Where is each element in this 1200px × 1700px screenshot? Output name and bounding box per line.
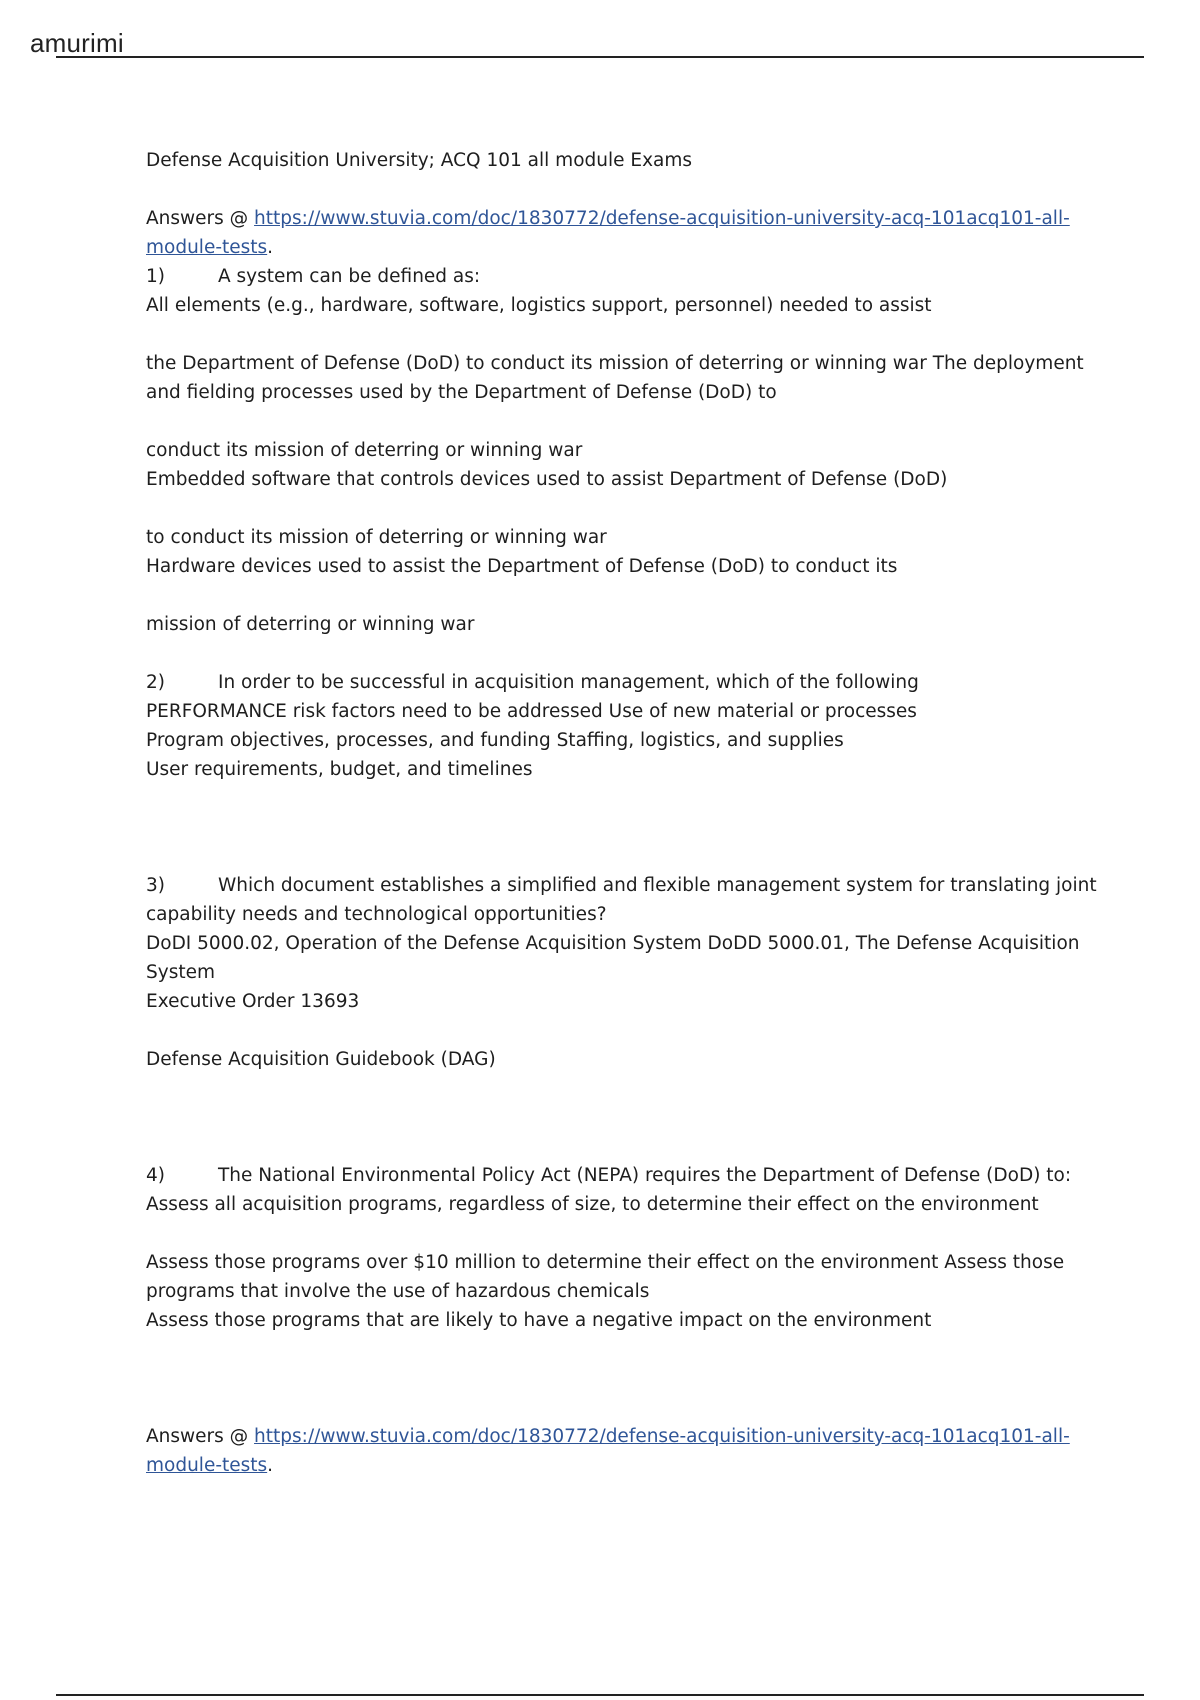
answer-line: Assess all acquisition programs, regardless of size, to determine their effect on the environment [146,1194,1039,1215]
answers-line-footer [146,1422,1086,1451]
answers-suffix: . [267,1455,274,1476]
answer-line: Hardware devices used to assist the Department of Defense (DoD) to conduct its [146,556,898,577]
answer-line: All elements (e.g., hardware, software, logistics support, personnel) needed to assist [146,295,932,316]
question-4 [146,1161,1086,1190]
document-title: Defense Acquisition University; ACQ 101 all module Exams [146,150,693,171]
question-text: The National Environmental Policy Act (NEPA) requires the Department of Defense (DoD) to: [218,1165,1072,1186]
answer-line: Executive Order 13693 [146,991,360,1012]
answer-line: Embedded software that controls devices used to assist Department of Defense (DoD) [146,469,948,490]
answers-line-cont [146,233,1086,262]
answer-line: the Department of Defense (DoD) to conduct its mission of deterring or winning war The deployment [146,353,1084,374]
answers-link[interactable]: https://www.stuvia.com/doc/1830772/defense-acquisition-university-acq-101acq101-all- [254,208,1070,229]
answer-line: mission of deterring or winning war [146,614,475,635]
question-3 [146,871,1097,900]
answer-line: capability needs and technological opportunities? [146,904,607,925]
answer-line: Defense Acquisition Guidebook (DAG) [146,1049,496,1070]
answer-line: PERFORMANCE risk factors need to be addressed Use of new material or processes [146,701,917,722]
header-divider [56,56,1144,58]
answers-prefix: Answers @ [146,208,255,229]
answer-line: Program objectives, processes, and funding Staffing, logistics, and supplies [146,730,844,751]
question-text: In order to be successful in acquisition management, which of the following [218,672,919,693]
answer-line: to conduct its mission of deterring or winning war [146,527,607,548]
answers-link-cont[interactable]: module-tests [146,237,268,258]
question-text: A system can be defined as: [218,266,481,287]
question-text: Which document establishes a simplified and flexible management system for translating joint [218,875,1097,896]
answers-line-footer-cont [146,1451,1086,1480]
question-1 [146,262,1086,291]
answers-link[interactable]: https://www.stuvia.com/doc/1830772/defense-acquisition-university-acq-101acq101-all- [254,1426,1070,1447]
answers-prefix: Answers @ [146,1426,255,1447]
answer-line: DoDI 5000.02, Operation of the Defense Acquisition System DoDD 5000.01, The Defense Acquisition [146,933,1080,954]
question-2 [146,668,1086,697]
answer-line: User requirements, budget, and timelines [146,759,533,780]
answer-line: System [146,962,215,983]
answer-line: Assess those programs over $10 million to determine their effect on the environment Assess those [146,1252,1065,1273]
question-number: 1) [146,266,165,287]
question-number: 3) [146,875,165,896]
document-author: amurimi [30,28,124,58]
answers-line [146,204,1086,233]
answer-line: conduct its mission of deterring or winning war [146,440,583,461]
answer-line: and fielding processes used by the Department of Defense (DoD) to [146,382,777,403]
answer-line: Assess those programs that are likely to have a negative impact on the environment [146,1310,932,1331]
answer-line: programs that involve the use of hazardous chemicals [146,1281,650,1302]
footer-divider [56,1694,1144,1696]
question-number: 2) [146,672,165,693]
answers-suffix: . [267,237,274,258]
question-number: 4) [146,1165,165,1186]
document-body [146,146,1097,1480]
answers-link-cont[interactable]: module-tests [146,1455,268,1476]
